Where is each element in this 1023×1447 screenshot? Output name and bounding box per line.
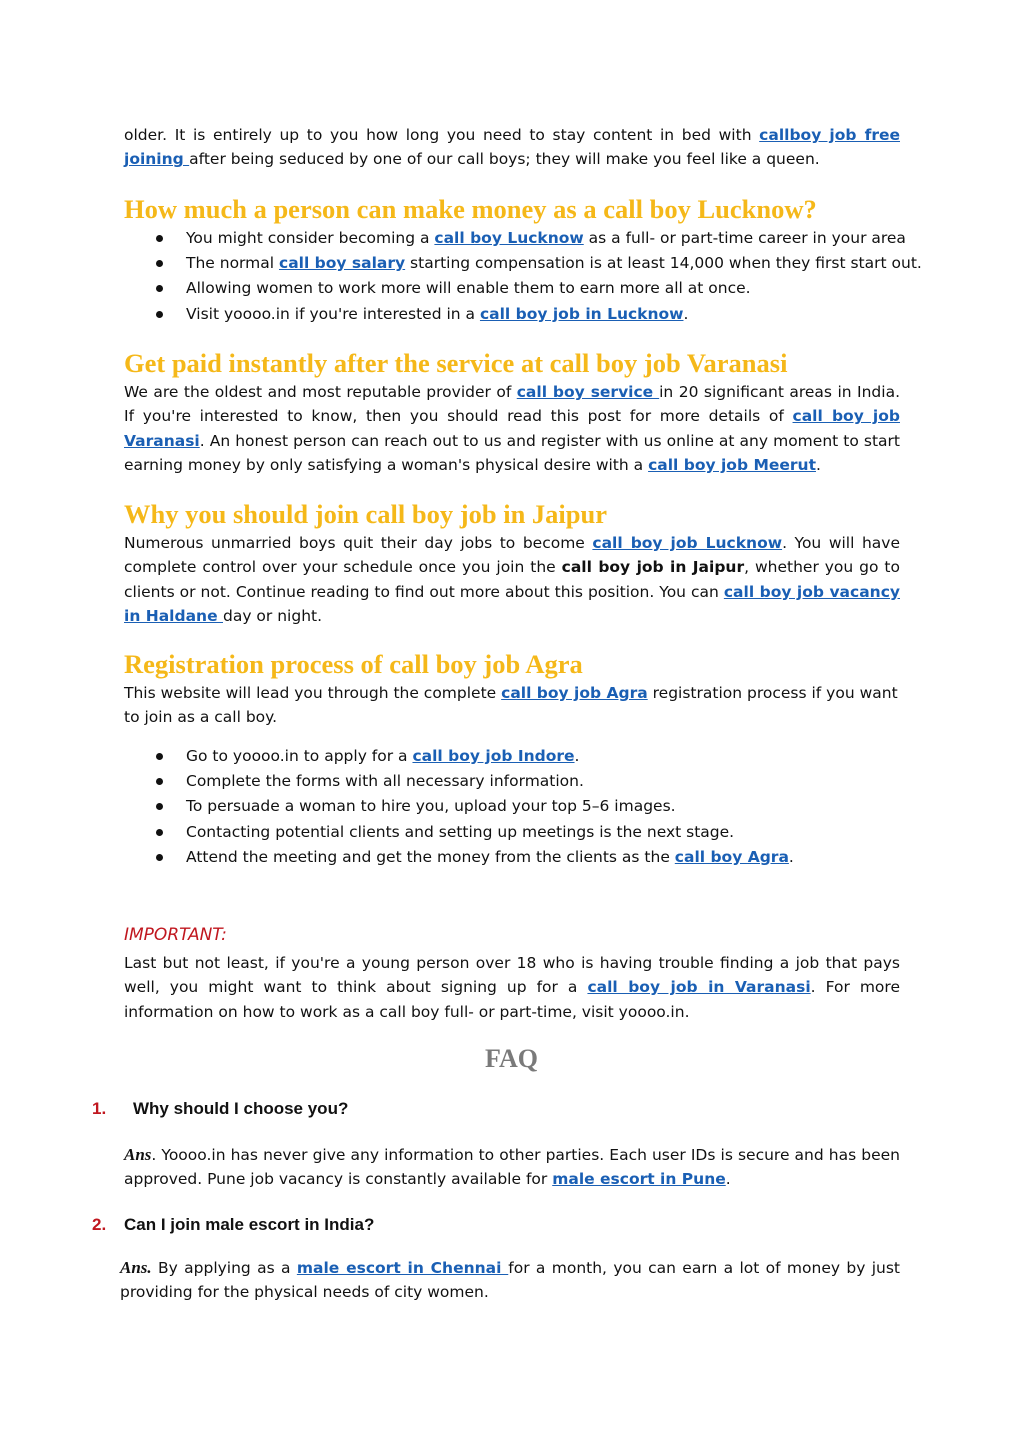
bullet-dot-icon [156, 285, 163, 292]
list-item [124, 276, 900, 301]
link-call-boy-job-meerut[interactable]: call boy job Meerut [648, 455, 816, 474]
answer-label: Ans. [120, 1258, 152, 1277]
list-item [124, 744, 900, 769]
link-callboy-job-free-joining[interactable]: callboy job free joining [124, 126, 900, 169]
list-item-text: Complete the forms with all necessary information. [186, 772, 584, 791]
heading-jaipur-join: Why you should join call boy job in Jaipur [124, 499, 608, 529]
list-item [124, 794, 900, 819]
intro-text-before: older. It is entirely up to you how long you need to stay content in bed with [124, 126, 760, 144]
link-call-boy-job-in-varanasi[interactable]: call boy job in Varanasi [587, 978, 811, 997]
heading-agra-registration: Registration process of call boy job Agra [124, 649, 583, 679]
list-item [124, 226, 906, 251]
list-item-text: Allowing women to work more will enable them to earn more all at once. [186, 279, 751, 298]
jaipur-paragraph [124, 531, 900, 628]
list-item-text: You might consider becoming a [186, 229, 435, 247]
link-call-boy-job-varanasi[interactable]: call boy job Varanasi [124, 407, 900, 450]
paragraph-text: , whether you go to clients or not. Continue reading to find out more about this position. You can [124, 558, 900, 601]
varanasi-paragraph [124, 380, 900, 477]
paragraph-text: in 20 significant areas in India. If you're interested to know, then you should read this post for more details of [124, 383, 900, 426]
paragraph-text: . [815, 455, 821, 474]
bullet-dot-icon [156, 260, 163, 267]
list-item [124, 769, 900, 794]
bullet-dot-icon [156, 235, 163, 242]
list-item [124, 820, 900, 845]
list-item-text: Attend the meeting and get the money from the clients as the [186, 847, 675, 866]
bullet-list-agra [124, 744, 900, 870]
link-call-boy-job-vacancy-haldane[interactable]: call boy job vacancy in Haldane [124, 582, 900, 625]
bullet-dot-icon [156, 753, 163, 760]
faq-question-2: Can I join male escort in India? [124, 1215, 375, 1234]
bold-call-boy-job-in-jaipur: call boy job in Jaipur [561, 558, 745, 577]
link-call-boy-job-lucknow[interactable]: call boy job Lucknow [592, 534, 783, 552]
paragraph-text: We are the oldest and most reputable provider of [124, 383, 517, 401]
link-call-boy-job-indore[interactable]: call boy job Indore [412, 747, 575, 765]
link-call-boy-agra[interactable]: call boy Agra [674, 847, 789, 866]
link-male-escort-in-pune[interactable]: male escort in Pune [552, 1170, 726, 1189]
bullet-list-lucknow [124, 226, 922, 327]
link-call-boy-lucknow[interactable]: call boy Lucknow [434, 229, 584, 247]
list-item [124, 845, 900, 870]
paragraph-text: . You will have complete control over your schedule once you join the [124, 534, 900, 577]
list-item-text: The normal [186, 254, 279, 273]
paragraph-text: registration process if you want to join as a call boy. [124, 684, 898, 727]
answer-text: By applying as a [151, 1259, 297, 1277]
answer-text: . [725, 1170, 731, 1189]
paragraph-text: . For more information on how to work as a call boy full- or part-time, visit yoooo.in. [124, 978, 900, 1021]
heading-varanasi-paid: Get paid instantly after the service at call boy job Varanasi [124, 348, 788, 378]
list-item [124, 251, 922, 276]
bullet-dot-icon [156, 854, 163, 861]
link-male-escort-in-chennai[interactable]: male escort in Chennai [296, 1259, 509, 1277]
list-item-text: . [574, 747, 580, 765]
bullet-dot-icon [156, 311, 163, 318]
faq-answer-2 [120, 1256, 900, 1305]
important-label: IMPORTANT: [124, 925, 227, 945]
link-call-boy-job-in-lucknow[interactable]: call boy job in Lucknow [479, 304, 684, 323]
intro-paragraph [124, 123, 900, 172]
bullet-dot-icon [156, 778, 163, 785]
answer-text: . Yoooo.in has never give any information to other parties. Each user IDs is secure and has been approved. Pune job vacancy is constantly available for [124, 1146, 900, 1189]
list-item-text: starting compensation is at least 14,000 when they first start out. [405, 254, 922, 273]
faq-title: FAQ [485, 1044, 538, 1073]
list-item-text: . [683, 304, 689, 323]
link-call-boy-salary[interactable]: call boy salary [279, 254, 406, 273]
bullet-dot-icon [156, 803, 163, 810]
agra-paragraph [124, 681, 900, 730]
paragraph-text: day or night. [223, 606, 323, 625]
bullet-dot-icon [156, 829, 163, 836]
faq-answer-1 [124, 1143, 900, 1192]
list-item-text: as a full- or part-time career in your area [583, 229, 906, 247]
faq-question-1: Why should I choose you? [133, 1099, 349, 1118]
paragraph-text: This website will lead you through the complete [124, 684, 502, 702]
link-call-boy-service[interactable]: call boy service [516, 383, 660, 401]
paragraph-text: Last but not least, if you're a young person over 18 who is having trouble finding a job that pays well, you might want to think about signing up for a [124, 954, 900, 997]
answer-text: for a month, you can earn a lot of money by just providing for the physical needs of city women. [120, 1259, 900, 1302]
list-item-text: To persuade a woman to hire you, upload your top 5–6 images. [186, 797, 676, 816]
list-item-text: Go to yoooo.in to apply for a [186, 747, 413, 765]
answer-label: Ans [124, 1145, 152, 1164]
paragraph-text: Numerous unmarried boys quit their day jobs to become [124, 534, 593, 552]
faq-number-2: 2. [92, 1215, 107, 1234]
intro-text-after: after being seduced by one of our call boys; they will make you feel like a queen. [189, 150, 820, 169]
faq-number-1: 1. [92, 1099, 107, 1118]
list-item-text: Visit yoooo.in if you're interested in a [186, 304, 480, 323]
important-paragraph [124, 951, 900, 1024]
heading-lucknow-money: How much a person can make money as a call boy Lucknow? [124, 194, 817, 224]
link-call-boy-job-agra[interactable]: call boy job Agra [501, 684, 648, 702]
list-item-text: . [788, 847, 794, 866]
list-item-text: Contacting potential clients and setting up meetings is the next stage. [186, 822, 735, 841]
list-item [124, 302, 900, 327]
paragraph-text: . An honest person can reach out to us and register with us online at any moment to start earning money by only satisfying a woman's physical desire with a [124, 431, 900, 474]
